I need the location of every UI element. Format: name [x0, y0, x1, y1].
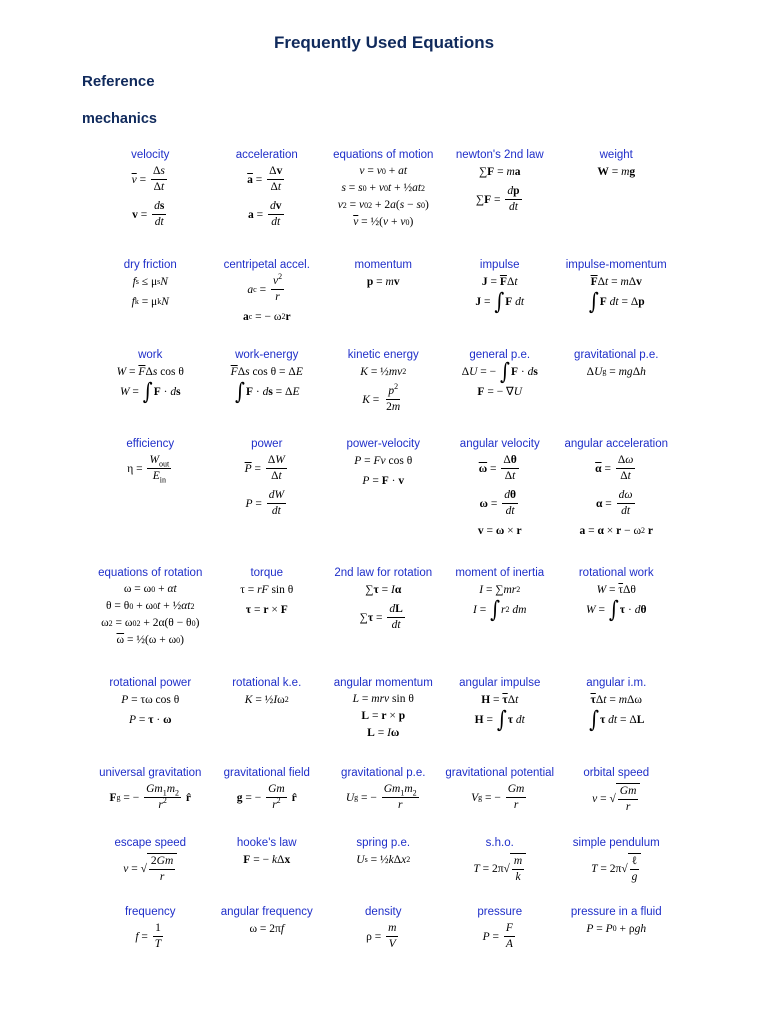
equation-label: angular frequency [220, 906, 313, 918]
equation-cell: equations of rotation ω = ω 0 + αt θ = θ 0 + ω 0 t + ½ αt 2 ω 2 = ω 0 2 + 2α(θ − θ 0 ) $\overline{\omega}$ = ½(ω + ω 0 ) [92, 566, 209, 676]
equation-label: spring p.e. [356, 837, 411, 849]
equation-label: momentum [354, 259, 413, 271]
equation-row [92, 836, 724, 905]
equation-label: frequency [124, 906, 176, 918]
equation-label: impulse-momentum [565, 259, 667, 271]
equation-label: equations of motion [333, 149, 434, 161]
equation-label: hooke's law [236, 837, 297, 849]
equation-row [92, 766, 724, 836]
equation-cell: dry friction f s ≤ μ s N f k = μ k N [92, 258, 209, 348]
equation-cell: gravitational p.e. U g = − $\frac{Gm_1m_2}{r}$ [325, 766, 442, 836]
equation-cell: angular impulse H = $\overline{\tau}$ Δ t H = ∫ τ dt [442, 676, 559, 766]
equation-label: angular acceleration [564, 438, 669, 450]
equation-cell: kinetic energy K = ½ mv 2 K = $\frac{p^2}{2m}$ [325, 348, 442, 437]
equation-cell: impulse J = $\overline{F}$ Δ t J = ∫ F dt [442, 258, 559, 348]
equation-row [92, 905, 724, 975]
equation-label: angular velocity [459, 438, 540, 450]
equation-label: s.h.o. [485, 837, 514, 849]
equation-cell: angular acceleration $\overline{\alpha}$ = $\frac{\Delta\omega}{\Delta t}$ α = $\frac{d\omega}{dt}$ a = α × r − ω 2 r [558, 437, 675, 566]
equation-label: kinetic energy [347, 349, 419, 361]
equation-cell: work W = $\overline{F}$ Δ s cos θ W = ∫ F · d s [92, 348, 209, 437]
equation-row [92, 148, 724, 258]
equation-label: general p.e. [469, 349, 531, 361]
equation-label: rotational work [578, 567, 654, 579]
equation-label: impulse [479, 259, 520, 271]
section-heading: Reference [82, 73, 155, 90]
equation-cell: centripetal accel. a c = $\frac{v^2}{r}$ a c = − ω 2 r [209, 258, 326, 348]
equation-cell: momentum p = m v [325, 258, 442, 348]
equation-cell: impulse-momentum $\overline{F}$ Δ t = m Δ v ∫ F dt = Δ p [558, 258, 675, 348]
equation-row [92, 566, 724, 676]
equation-label: gravitational p.e. [574, 349, 659, 361]
equation-label: newton's 2nd law [455, 149, 544, 161]
equation-label: escape speed [114, 837, 187, 849]
equation-cell: gravitational p.e. Δ U g = mg Δ h [558, 348, 675, 437]
equation-label: density [365, 906, 402, 918]
equation-label: gravitational potential [445, 767, 555, 779]
equation-row [92, 437, 724, 566]
equation-cell: pressure in a fluid P = P 0 + ρ gh [558, 905, 675, 975]
equation-cell: rotational power P = τω cos θ P = τ · ω [92, 676, 209, 766]
equation-cell: gravitational field g = − $\frac{Gm}{r^2}$ r̂ [209, 766, 326, 836]
equation-cell: gravitational potential V g = − $\frac{Gm}{r}$ [442, 766, 559, 836]
equation-label: angular impulse [459, 677, 541, 689]
equation-cell: escape speed v = √ $\frac{2Gm}{r}$ [92, 836, 209, 905]
equation-label: work-energy [235, 349, 299, 361]
equation-label: weight [599, 149, 633, 161]
equation-row [92, 676, 724, 766]
equation-label: power-velocity [346, 438, 420, 450]
equation-grid [92, 148, 724, 975]
equation-cell: equations of motion v = v 0 + at s = s 0 + v 0 t + ½ at 2 v 2 = v 0 2 + 2 a ( s − s 0 ) $\overline{v}$ = ½( v + v 0 ) [325, 148, 442, 258]
equation-cell: work-energy $\overline{F}$ Δ s cos θ = Δ E ∫ F · d s = Δ E [209, 348, 326, 437]
equation-label: pressure in a fluid [570, 906, 662, 918]
equation-label: gravitational field [223, 767, 310, 779]
equation-cell: power $\overline{P}$ = $\frac{\Delta W}{\Delta t}$ P = $\frac{dW}{dt}$ [209, 437, 326, 566]
equation-cell: angular frequency ω = 2π f [209, 905, 326, 975]
equation-cell: torque τ = rF sin θ τ = r × F [209, 566, 326, 676]
equation-label: gravitational p.e. [341, 767, 426, 779]
equation-cell: rotational work W = $\overline{\tau}$ Δθ W = ∫ τ · d θ [558, 566, 675, 676]
equation-cell: weight W = m g [558, 148, 675, 258]
equation-label: power [251, 438, 283, 450]
equation-row [92, 258, 724, 348]
equation-cell: orbital speed v = √ $\frac{Gm}{r}$ [558, 766, 675, 836]
equation-cell: velocity $\overline{v}$ = $\frac{\Delta s}{\Delta t}$ v = $\frac{ds}{dt}$ [92, 148, 209, 258]
equation-label: pressure [477, 906, 523, 918]
subsection-heading: mechanics [82, 111, 157, 127]
equation-cell: simple pendulum T = 2π √ $\frac{\text{ℓ}}{g}$ [558, 836, 675, 905]
equation-label: moment of inertia [455, 567, 545, 579]
equation-label: universal gravitation [99, 767, 202, 779]
equation-label: angular i.m. [586, 677, 647, 689]
equation-cell: power-velocity P = Fv cos θ P = F · v [325, 437, 442, 566]
equation-cell: angular i.m. $\overline{\tau}$ Δ t = m Δω ∫ τ dt = Δ L [558, 676, 675, 766]
equation-cell: moment of inertia I = ∑ mr 2 I = ∫ r 2 dm [442, 566, 559, 676]
equation-label: acceleration [235, 149, 298, 161]
equation-cell: pressure P = $\frac{F}{A}$ [442, 905, 559, 975]
page-title: Frequently Used Equations [273, 33, 495, 52]
equation-cell: rotational k.e. K = ½ I ω 2 [209, 676, 326, 766]
equation-cell: spring p.e. U s = ½ k Δ x 2 [325, 836, 442, 905]
equation-cell: angular velocity $\overline{\omega}$ = $\frac{\Delta\theta}{\Delta t}$ ω = $\frac{d\theta}{dt}$ v = ω × r [442, 437, 559, 566]
equation-label: centripetal accel. [223, 259, 310, 271]
equation-label: orbital speed [583, 767, 650, 779]
equation-row [92, 348, 724, 437]
equation-label: torque [250, 567, 284, 579]
equation-cell: hooke's law F = − k Δ x [209, 836, 326, 905]
equation-label: work [138, 349, 163, 361]
equation-label: angular momentum [333, 677, 433, 689]
equation-cell: universal gravitation F g = − $\frac{Gm_1m_2}{r^2}$ r̂ [92, 766, 209, 836]
equation-label: efficiency [126, 438, 175, 450]
equation-cell: efficiency η = $\frac{W_{out}}{E_{in}}$ [92, 437, 209, 566]
equation-label: rotational k.e. [232, 677, 302, 689]
equation-cell: angular momentum L = mrv sin θ L = r × p L = I ω [325, 676, 442, 766]
equation-cell: newton's 2nd law ∑ F = m a ∑ F = $\frac{dp}{dt}$ [442, 148, 559, 258]
equation-cell: general p.e. Δ U = − ∫ F · d s F = − ∇ U [442, 348, 559, 437]
equation-label: simple pendulum [572, 837, 660, 849]
equation-label: equations of rotation [98, 567, 203, 579]
equation-label: dry friction [123, 259, 177, 271]
equation-cell: acceleration $\overline{a}$ = $\frac{\Delta v}{\Delta t}$ a = $\frac{dv}{dt}$ [209, 148, 326, 258]
equation-cell: 2nd law for rotation ∑ τ = I α ∑ τ = $\frac{dL}{dt}$ [325, 566, 442, 676]
equation-label: velocity [131, 149, 170, 161]
equation-cell: density ρ = $\frac{m}{V}$ [325, 905, 442, 975]
equation-label: rotational power [109, 677, 192, 689]
equation-label: 2nd law for rotation [334, 567, 433, 579]
equation-cell: s.h.o. T = 2π √ $\frac{m}{k}$ [442, 836, 559, 905]
equation-cell: frequency f = $\frac{1}{T}$ [92, 905, 209, 975]
